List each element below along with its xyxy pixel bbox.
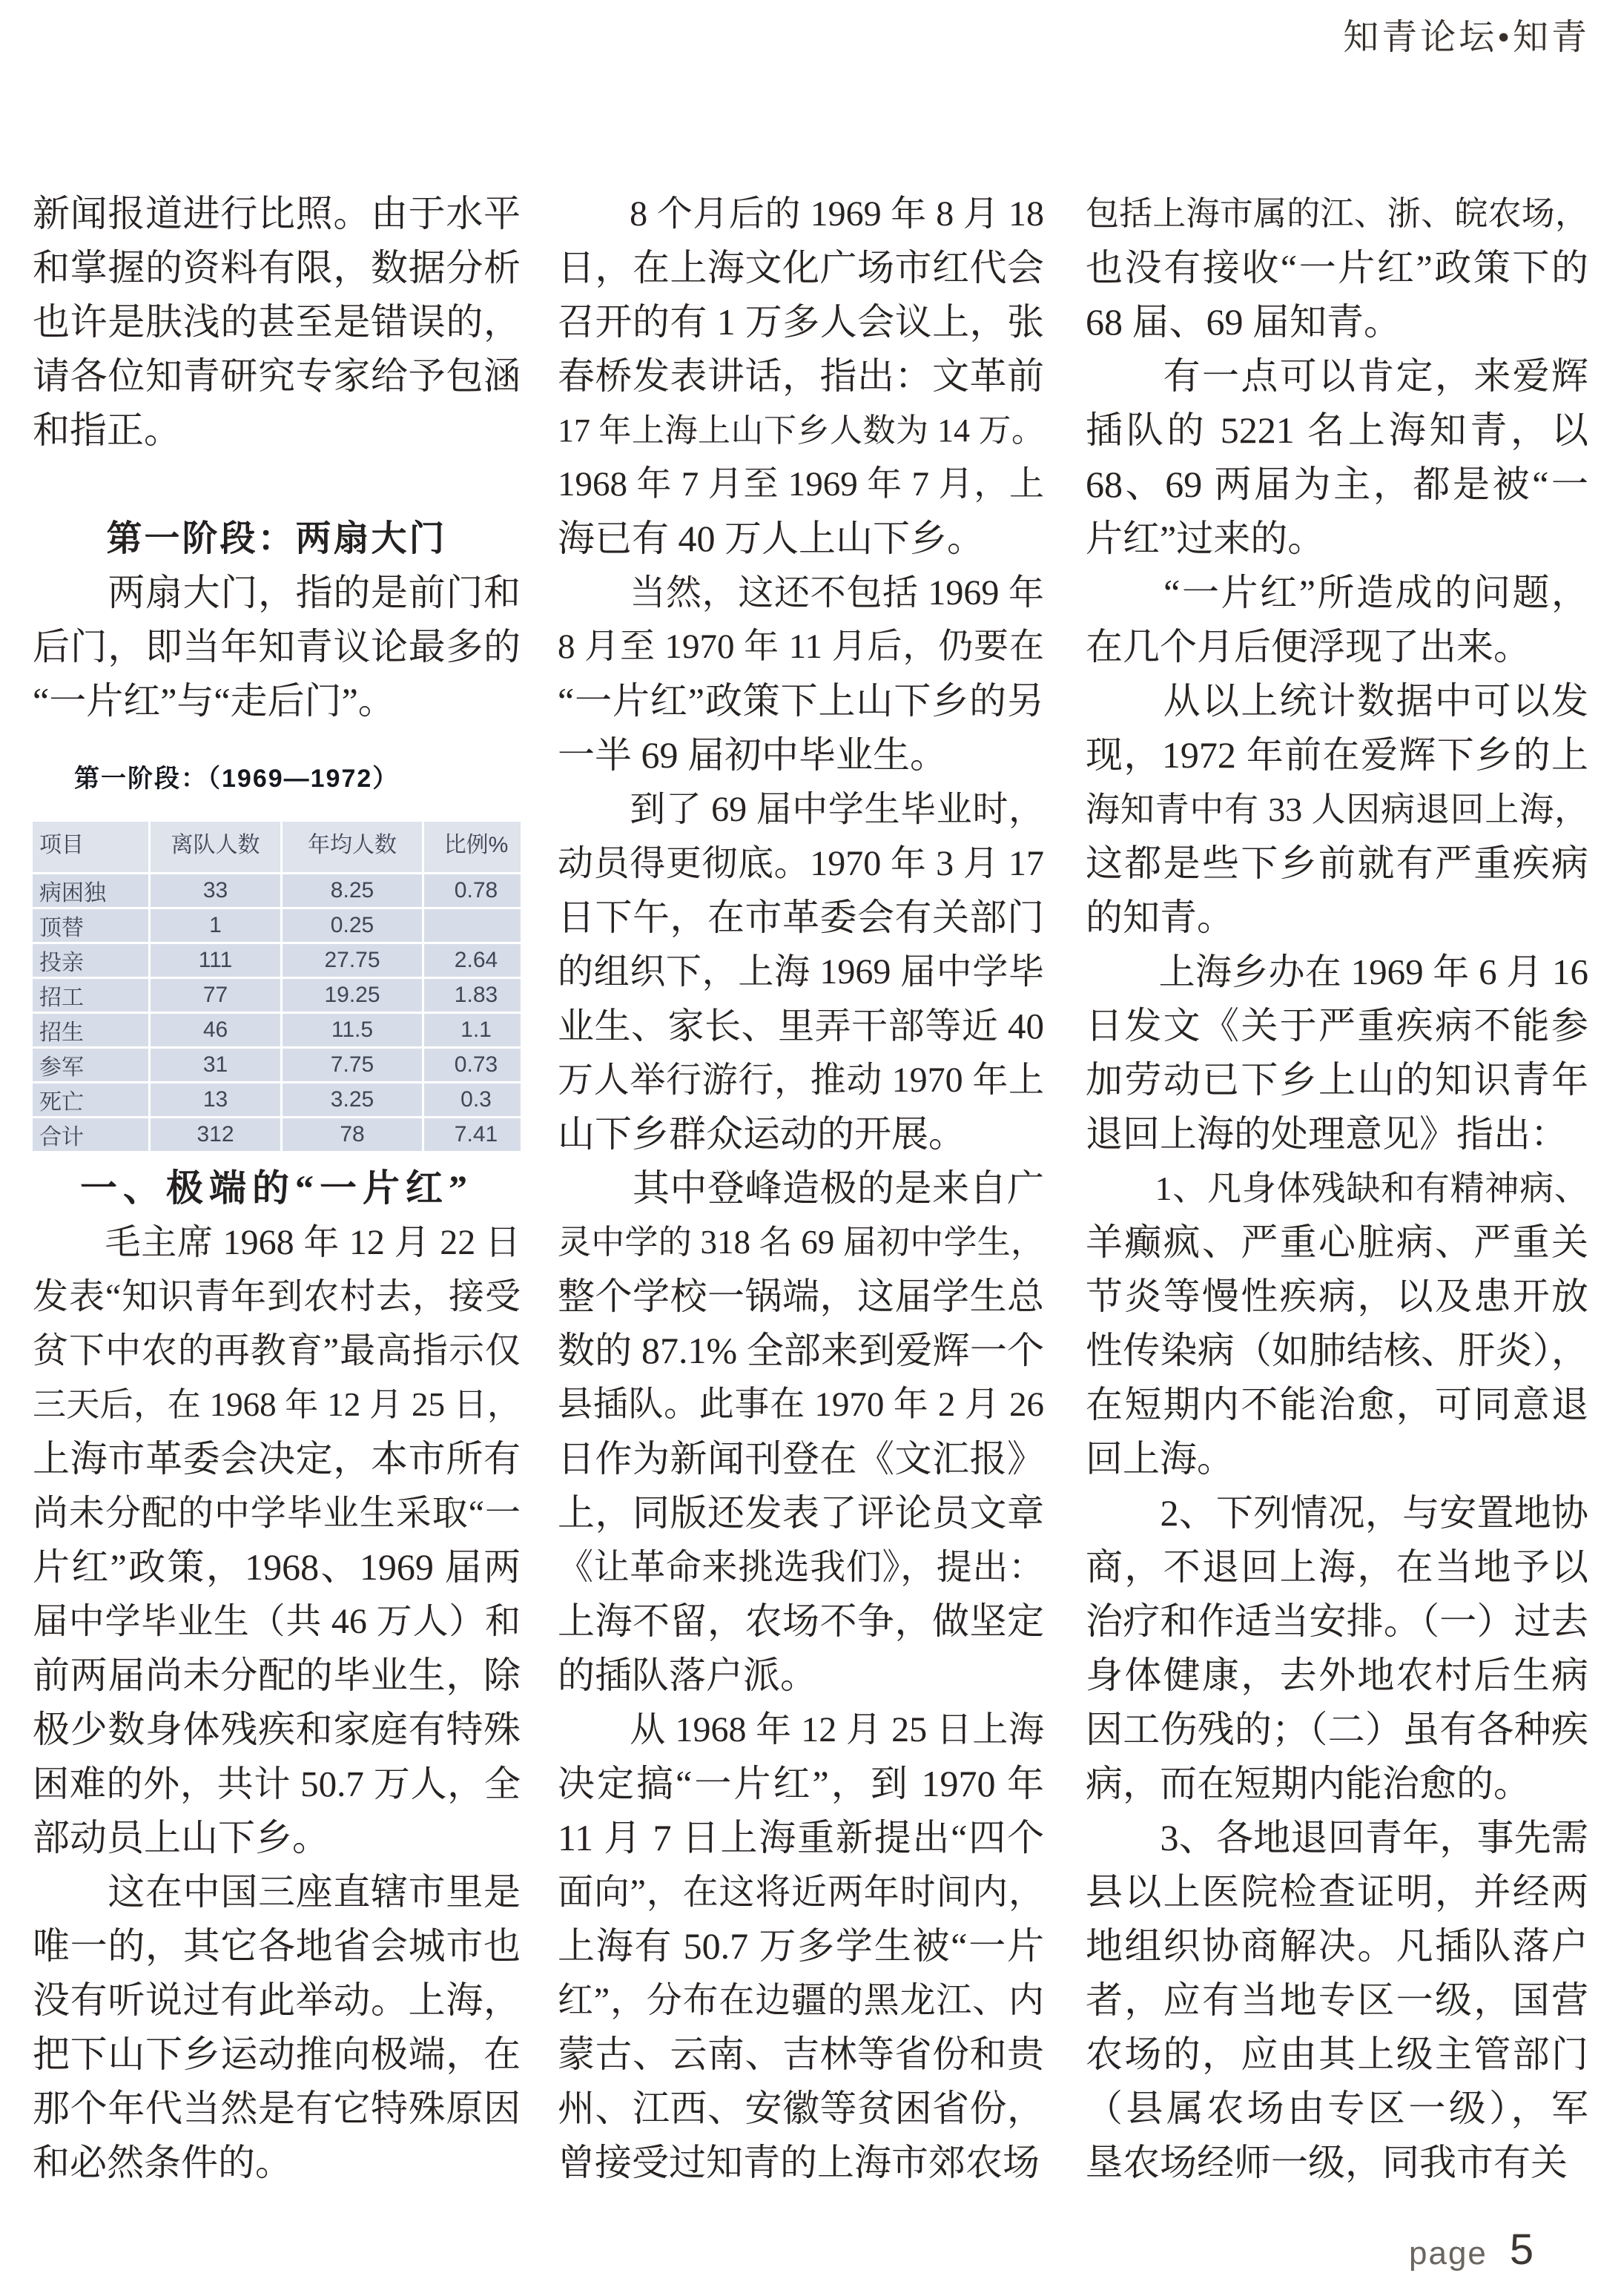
- text-line: 的插队落户派。: [558, 1655, 817, 1696]
- table-cell-ratio: 1.1: [424, 1014, 521, 1046]
- text-line: 上海市革委会决定，本市所有: [33, 1438, 521, 1479]
- text-line: 山下乡群众运动的开展。: [558, 1113, 965, 1155]
- text-line: 一半 69 届初中毕业生。: [558, 734, 947, 776]
- table-cell-yearly-avg: 3.25: [283, 1083, 422, 1116]
- text-line: 回上海。: [1086, 1438, 1234, 1479]
- paragraph: [558, 1703, 1044, 2190]
- text-line: 困难的外，共计 50.7 万人，全: [33, 1764, 521, 1804]
- text-line: 部动员上山下乡。: [33, 1817, 329, 1858]
- text-line: 从以上统计数据中可以发: [1086, 680, 1588, 722]
- text-line: 农场的，应由其上级主管部门: [1086, 2033, 1588, 2075]
- table-cell-item: 招工: [33, 979, 148, 1012]
- text-line: 日，在上海文化广场市红代会: [558, 247, 1044, 288]
- table-header-cell: 离队人数: [151, 822, 280, 872]
- text-line: 县插队。此事在 1970 年 2 月 26: [558, 1385, 1044, 1424]
- table-cell-item: 死亡: [33, 1083, 148, 1116]
- table-title: 第一阶段：（1969—1972）: [74, 765, 400, 793]
- text-line: 11 月 7 日上海重新提出“四个: [558, 1817, 1044, 1858]
- text-line: 也没有接收“一片红”政策下的: [1086, 247, 1588, 288]
- table-cell-item: 合计: [33, 1118, 148, 1151]
- text-line: “一片红”与“走后门”。: [33, 680, 395, 722]
- table-cell-left-count: 46: [151, 1014, 280, 1046]
- text-line: 2、下列情况，与安置地协: [1086, 1492, 1588, 1534]
- text-line: 退回上海的处理意见》指出：: [1086, 1113, 1568, 1155]
- table-cell-ratio: 1.83: [424, 979, 521, 1012]
- column-1: [33, 187, 521, 2190]
- text-line: 3、各地退回青年，事先需: [1086, 1817, 1588, 1858]
- text-line: 在短期内不能治愈，可同意退: [1086, 1384, 1588, 1425]
- text-line: 灵中学的 318 名 69 届初中学生，: [558, 1224, 1044, 1261]
- paragraph: [1086, 349, 1588, 566]
- text-line: 届中学毕业生（共 46 万人）和: [33, 1602, 521, 1641]
- text-line: 从 1968 年 12 月 25 日上海: [558, 1710, 1044, 1749]
- sub-heading-one-piece-red: 一、极端的“一片红”: [80, 1167, 473, 1209]
- table-cell-yearly-avg: 78: [283, 1118, 422, 1151]
- text-line: 当然，这还不包括 1969 年: [558, 573, 1044, 613]
- paragraph-red-2: [33, 1865, 521, 2190]
- text-line: 这在中国三座直辖市里是: [33, 1871, 521, 1913]
- text-line: 《让革命来挑选我们》，提出：: [558, 1548, 1044, 1587]
- text-line: 把下山下乡运动推向极端，在: [33, 2033, 521, 2075]
- text-line: 片红”过来的。: [1086, 518, 1325, 559]
- text-line: 地组织协商解决。凡插队落户: [1086, 1925, 1588, 1967]
- paragraph: [558, 187, 1044, 566]
- table-row: [33, 874, 521, 907]
- text-line: 数的 87.1% 全部来到爱辉一个: [558, 1330, 1044, 1371]
- table-cell-yearly-avg: 7.75: [283, 1049, 422, 1081]
- text-line: 商，不退回上海，在当地予以: [1086, 1546, 1588, 1588]
- text-line: 业生、家长、里弄干部等近 40: [558, 1006, 1044, 1046]
- table-cell-ratio: 0.73: [424, 1049, 521, 1081]
- text-line: 在几个月后便浮现了出来。: [1086, 626, 1531, 667]
- text-line: 极少数身体残疾和家庭有特殊: [33, 1709, 521, 1750]
- table-cell-yearly-avg: 19.25: [283, 979, 422, 1012]
- text-line: 毛主席 1968 年 12 月 22 日: [33, 1223, 521, 1262]
- text-line: 两扇大门，指的是前门和: [33, 572, 521, 613]
- table-cell-ratio: 0.78: [424, 874, 521, 907]
- text-line: 和指正。: [33, 409, 181, 451]
- text-line: 身体健康，去外地农村后生病: [1086, 1655, 1588, 1696]
- text-line: 贫下中农的再教育”最高指示仅: [33, 1331, 521, 1370]
- paragraph: [1086, 1811, 1588, 2190]
- table-cell-item: 投亲: [33, 944, 148, 977]
- page-footer: [1409, 2225, 1587, 2274]
- text-line: 海知青中有 33 人因病退回上海，: [1086, 791, 1588, 828]
- text-line: 州、江西、安徽等贫困省份，: [558, 2088, 1044, 2129]
- text-line: 治疗和作适当安排。（一）过去: [1086, 1600, 1588, 1642]
- table-body: [33, 874, 521, 1151]
- table-cell-left-count: 31: [151, 1049, 280, 1081]
- text-line: 上海不留，农场不争，做坚定: [558, 1600, 1044, 1642]
- text-line: “一片红”政策下上山下乡的另: [558, 680, 1044, 722]
- text-line: 万人举行游行，推动 1970 年上: [558, 1060, 1044, 1100]
- table-row: [33, 944, 521, 977]
- text-line: 蒙古、云南、吉林等省份和贵: [558, 2033, 1044, 2075]
- table-cell-item: 参军: [33, 1049, 148, 1081]
- table-cell-ratio: 7.41: [424, 1118, 521, 1151]
- text-line: 上，同版还发表了评论员文章: [558, 1492, 1044, 1534]
- table-cell-left-count: 33: [151, 874, 280, 907]
- text-line: 三天后，在 1968 年 12 月 25 日，: [33, 1386, 521, 1423]
- table-row: [33, 979, 521, 1012]
- table-row: [33, 1049, 521, 1081]
- text-line: 面向”，在这将近两年时间内，: [558, 1873, 1044, 1912]
- text-line: 发表“知识青年到农村去，接受: [33, 1277, 521, 1316]
- text-line: 加劳动已下乡上山的知识青年: [1086, 1059, 1588, 1101]
- page-header-title: 知青论坛•知青: [1343, 18, 1590, 57]
- text-line: 68 届、69 届知青。: [1086, 301, 1401, 343]
- table-row: [33, 1014, 521, 1046]
- table-cell-left-count: 1: [151, 909, 280, 942]
- column-3: [1086, 187, 1588, 2190]
- table-row: [33, 1118, 521, 1151]
- footer-page-number: 5: [1509, 2226, 1534, 2274]
- text-line: 请各位知青研究专家给予包涵: [33, 355, 521, 397]
- stage-table-figure: [33, 728, 521, 1161]
- text-line: 曾接受过知青的上海市郊农场: [558, 2142, 1040, 2183]
- paragraph: [1086, 566, 1588, 674]
- text-line: 其中登峰造极的是来自广: [558, 1167, 1044, 1209]
- text-line: 春桥发表讲话，指出：文革前: [558, 355, 1044, 397]
- paragraph-intro: [33, 187, 521, 458]
- text-line: 的知青。: [1086, 897, 1234, 938]
- column-2: [558, 187, 1044, 2190]
- table-cell-item: 招生: [33, 1014, 148, 1046]
- text-line: 的组织下，上海 1969 届中学毕: [558, 952, 1044, 992]
- text-line: 尚未分配的中学毕业生采取“一: [33, 1494, 521, 1533]
- text-line: （县属农场由专区一级），军: [1086, 2088, 1588, 2129]
- text-line: 片红”政策，1968、1969 届两: [33, 1546, 521, 1588]
- table-cell-left-count: 312: [151, 1118, 280, 1151]
- table-cell-left-count: 77: [151, 979, 280, 1012]
- text-line: 海已有 40 万人上山下乡。: [558, 518, 984, 559]
- table-header-cell: 比例%: [424, 822, 521, 872]
- table-cell-item: 病困独: [33, 874, 148, 907]
- text-line: 现，1972 年前在爱辉下乡的上: [1086, 734, 1588, 776]
- table-row: [33, 1083, 521, 1116]
- text-line: 性传染病（如肺结核、肝炎），: [1086, 1330, 1588, 1371]
- stage-statistics-table: [33, 819, 521, 1153]
- paragraph: [558, 782, 1044, 1161]
- table-cell-item: 顶替: [33, 909, 148, 942]
- text-line: 17 年上海上山下乡人数为 14 万。: [558, 412, 1044, 449]
- text-line: 前两届尚未分配的毕业生，除: [33, 1655, 521, 1696]
- text-line: 插队的 5221 名上海知青，以: [1086, 409, 1588, 451]
- text-line: 日下午，在市革委会有关部门: [558, 897, 1044, 938]
- text-line: 唯一的，其它各地省会城市也: [33, 1925, 521, 1967]
- table-cell-ratio: [424, 909, 521, 942]
- text-line: 红”，分布在边疆的黑龙江、内: [558, 1981, 1044, 2020]
- table-header-cell: 项目: [33, 822, 148, 872]
- footer-page-label: page: [1409, 2235, 1488, 2272]
- table-header-row: [33, 822, 521, 872]
- text-line: 因工伤残的；（二）虽有各种疾: [1086, 1709, 1588, 1750]
- text-line: 没有听说过有此举动。上海，: [33, 1979, 521, 2021]
- table-cell-yearly-avg: 0.25: [283, 909, 422, 942]
- text-line: 和掌握的资料有限，数据分析: [33, 247, 521, 288]
- text-line: 整个学校一锅端，这届学生总: [558, 1276, 1044, 1317]
- text-line: 羊癫疯、严重心脏病、严重关: [1086, 1221, 1588, 1263]
- paragraph: [1086, 187, 1588, 349]
- text-line: 节炎等慢性疾病，以及患开放: [1086, 1276, 1588, 1317]
- table-cell-yearly-avg: 27.75: [283, 944, 422, 977]
- text-line: 和必然条件的。: [33, 2142, 292, 2183]
- text-line: 1968 年 7 月至 1969 年 7 月，上: [558, 465, 1044, 504]
- text-line: 这都是些下乡前就有严重疾病: [1086, 842, 1588, 884]
- table-row: [33, 909, 521, 942]
- paragraph: [1086, 674, 1588, 945]
- paragraph: [558, 566, 1044, 782]
- text-line: 8 个月后的 1969 年 8 月 18: [558, 194, 1044, 234]
- table-cell-left-count: 13: [151, 1083, 280, 1116]
- text-line: “一片红”所造成的问题，: [1086, 572, 1588, 613]
- table-cell-left-count: 111: [151, 944, 280, 977]
- paragraph: [1086, 1161, 1588, 1486]
- text-line: 上海乡办在 1969 年 6 月 16: [1086, 951, 1588, 992]
- text-line: 那个年代当然是有它特殊原因: [33, 2088, 521, 2129]
- table-cell-yearly-avg: 8.25: [283, 874, 422, 907]
- table-cell-yearly-avg: 11.5: [283, 1014, 422, 1046]
- paragraph: [1086, 1486, 1588, 1811]
- paragraph-two-doors: [33, 566, 521, 728]
- text-line: 后门，即当年知青议论最多的: [33, 626, 521, 667]
- table-cell-ratio: 2.64: [424, 944, 521, 977]
- text-line: 日发文《关于严重疾病不能参: [1086, 1005, 1588, 1046]
- text-line: 新闻报道进行比照。由于水平: [33, 193, 521, 234]
- paragraph-red-1: [33, 1215, 521, 1865]
- text-line: 病，而在短期内能治愈的。: [1086, 1763, 1531, 1804]
- text-line: 决定搞“一片红”，到 1970 年: [558, 1763, 1044, 1804]
- table-header-cell: 年均人数: [283, 822, 422, 872]
- text-line: 动员得更彻底。1970 年 3 月 17: [558, 844, 1044, 883]
- text-line: 68、69 两届为主，都是被“一: [1086, 464, 1588, 505]
- text-line: 垦农场经师一级，同我市有关: [1086, 2142, 1568, 2183]
- text-line: 到了 69 届中学生毕业时，: [558, 790, 1044, 829]
- text-line: 1、凡身体残缺和有精神病、: [1086, 1170, 1588, 1207]
- text-line: 包括上海市属的江、浙、皖农场，: [1086, 195, 1588, 232]
- text-line: 日作为新闻刊登在《文汇报》: [558, 1438, 1044, 1479]
- text-line: 县以上医院检查证明，并经两: [1086, 1871, 1588, 1913]
- table-cell-ratio: 0.3: [424, 1083, 521, 1116]
- text-line: 也许是肤浅的甚至是错误的，: [33, 301, 521, 343]
- text-line: 上海有 50.7 万多学生被“一片: [558, 1925, 1044, 1967]
- paragraph: [1086, 945, 1588, 1161]
- paragraph: [558, 1161, 1044, 1703]
- text-line: 8 月至 1970 年 11 月后，仍要在: [558, 627, 1044, 666]
- text-line: 召开的有 1 万多人会议上，张: [558, 301, 1044, 343]
- text-line: 者，应有当地专区一级，国营: [1086, 1979, 1588, 2021]
- text-line: 有一点可以肯定，来爱辉: [1086, 355, 1588, 397]
- section-heading: 第一阶段：两扇大门: [106, 519, 447, 558]
